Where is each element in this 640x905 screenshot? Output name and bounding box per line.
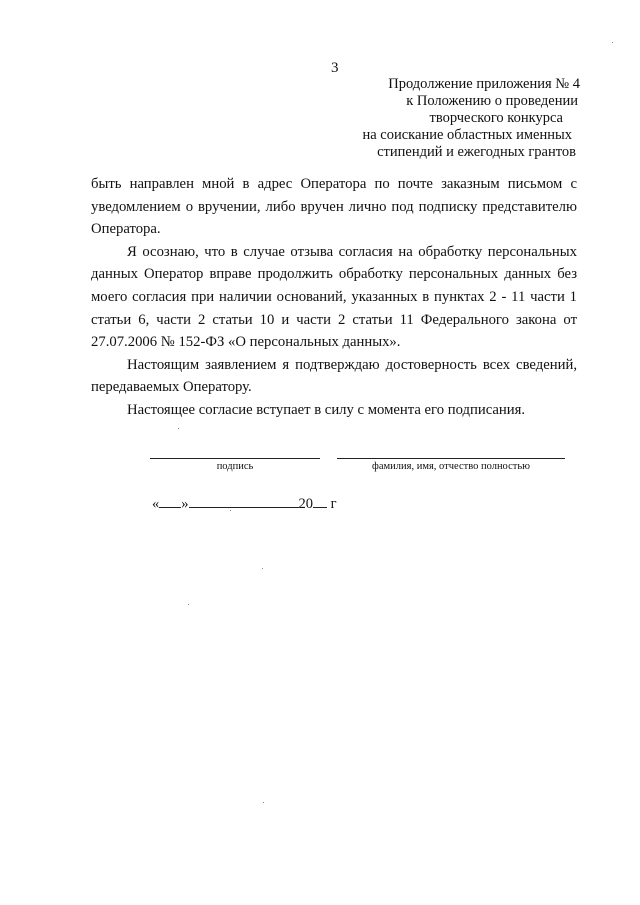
day-blank (159, 495, 181, 508)
signature-line (150, 458, 320, 459)
year-prefix: 20 (298, 496, 313, 512)
scan-speck (263, 802, 264, 803)
header-line: к Положению о проведении (406, 93, 578, 109)
signature-caption: подпись (216, 461, 254, 472)
year-suffix: г (330, 496, 337, 512)
header-line: творческого конкурса (429, 110, 563, 126)
scan-speck (178, 428, 179, 429)
scan-speck (262, 568, 263, 569)
fullname-caption: фамилия, имя, отчество полностью (372, 461, 530, 472)
fullname-line (337, 458, 565, 459)
paragraph-continuation: быть направлен мной в адрес Оператора по почте заказным письмом с уведомлением о вручении, либо вручен лично под подписку представителю Оператора. (91, 176, 577, 238)
header-line: стипендий и ежегодных грантов (377, 144, 576, 160)
month-blank (189, 495, 299, 508)
paragraph-effective: Настоящее согласие вступает в силу с момента его подписания. (127, 401, 526, 418)
scan-speck (612, 42, 613, 43)
header-line: на соискание областных именных (362, 127, 572, 143)
date-row (152, 495, 337, 513)
page-number: 3 (331, 60, 339, 76)
date-open-quote: « (152, 496, 160, 512)
appendix-header (280, 76, 580, 161)
scan-speck (230, 510, 231, 511)
scan-speck (188, 604, 189, 605)
date-close-quote: » (181, 496, 189, 512)
paragraph-revocation: Я осознаю, что в случае отзыва согласия на обработку персональных данных Оператор вправе продолжить обработку персональных данных без моего согласия при наличии оснований, указанных в пунктах 2 - 11 части 1 статьи 6, части 2 статьи 10 и части 2 статьи 11 Федерального закона от 27.07.2006 № 152-ФЗ «О персональных данных». (91, 243, 577, 351)
document-body (91, 173, 577, 422)
year-blank (313, 495, 327, 508)
header-line: Продолжение приложения № 4 (388, 76, 580, 92)
paragraph-confirmation: Настоящим заявлением я подтверждаю достоверность всех сведений, передаваемых Оператору. (91, 356, 577, 396)
